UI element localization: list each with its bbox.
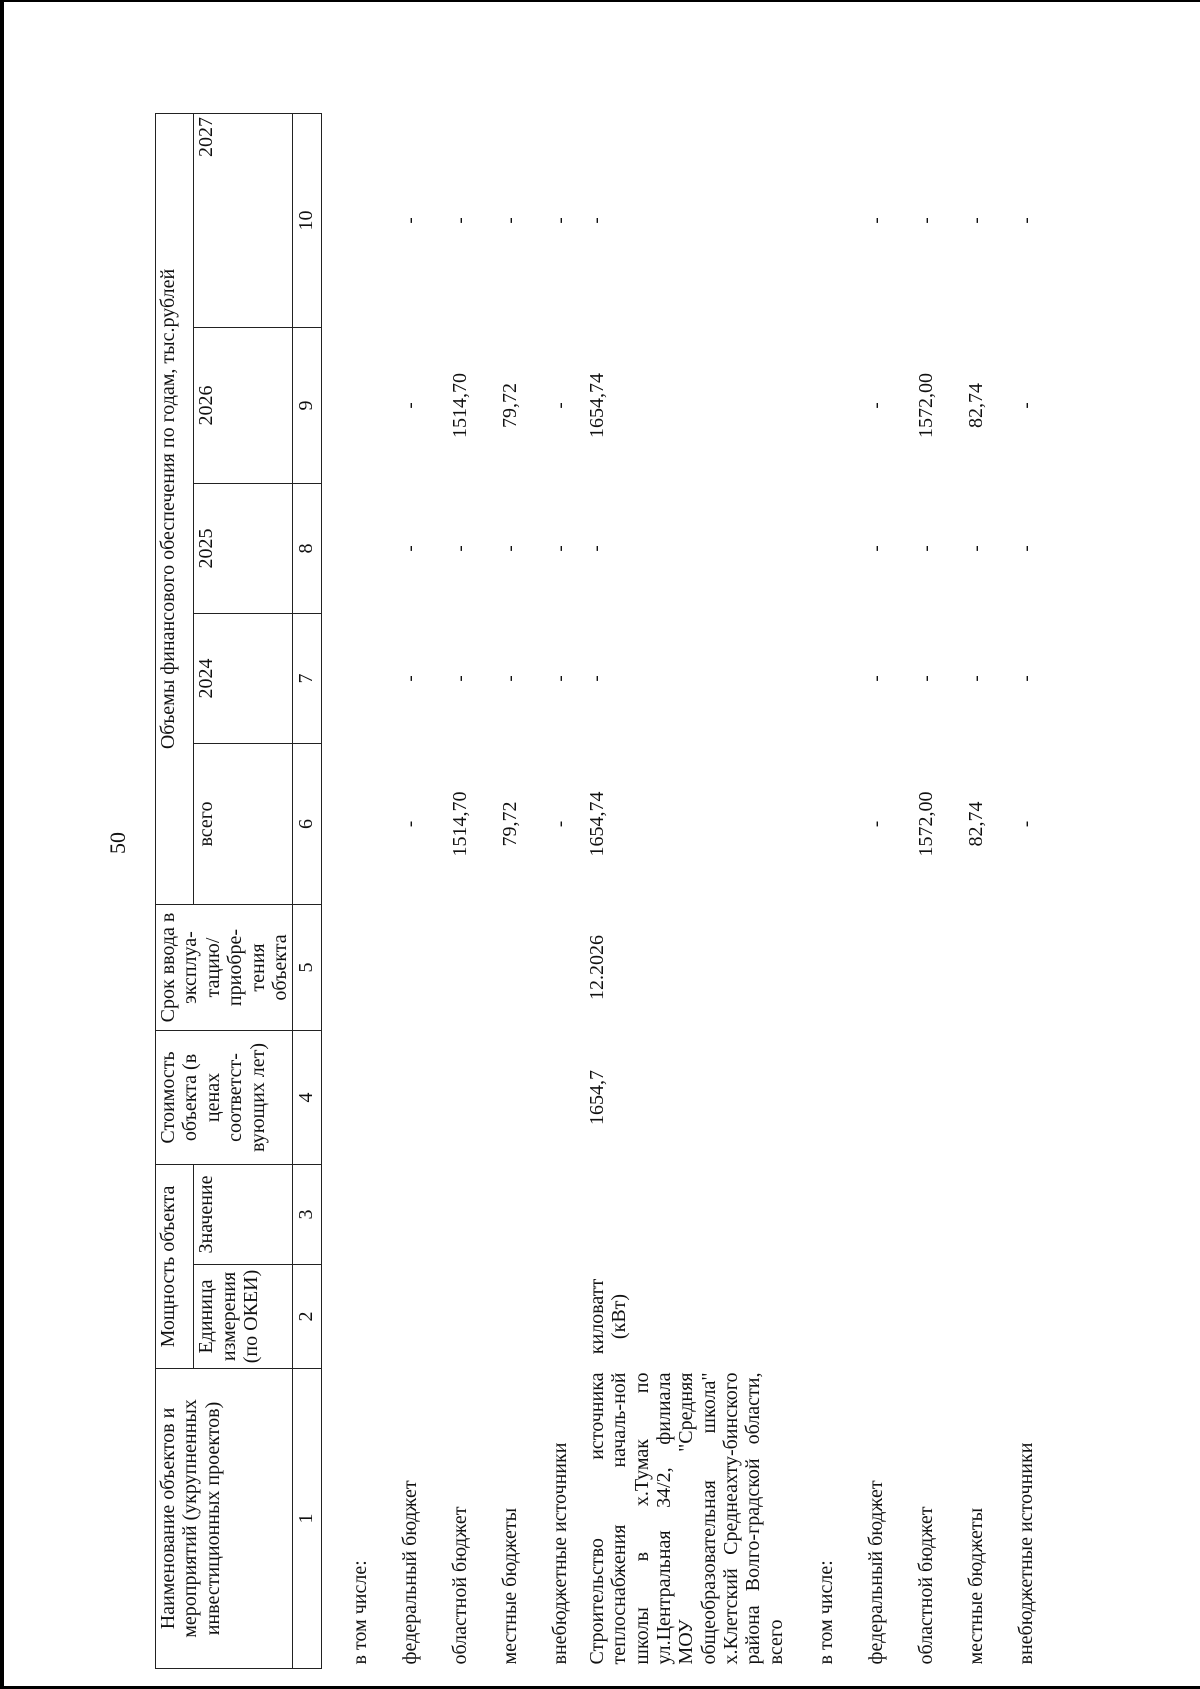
row-name: местные бюджеты <box>499 1507 522 1665</box>
cell-2027: - <box>965 217 987 224</box>
cell-total <box>787 744 837 905</box>
table-row <box>937 113 987 1668</box>
cell-total: 1654,74 <box>585 791 608 857</box>
cell-unit <box>937 1265 987 1369</box>
header-cost: Стоимость объекта (в ценах соответст-вующих лет) <box>156 1031 293 1165</box>
cell-total: 79,72 <box>499 801 522 847</box>
table-body <box>321 113 1037 1668</box>
cell-cost <box>422 1031 472 1165</box>
cell-term <box>472 905 522 1031</box>
cell-2024: - <box>865 675 887 682</box>
row-name: областной бюджет <box>914 1506 937 1665</box>
cell-2025: - <box>585 545 607 552</box>
cell-total: 1514,70 <box>449 791 472 857</box>
cell-term <box>837 905 887 1031</box>
cell-2024: - <box>400 675 422 682</box>
cell-term <box>422 905 472 1031</box>
cell-2024: - <box>550 675 572 682</box>
cell-2026: 82,74 <box>964 383 987 428</box>
cell-2025 <box>321 484 372 614</box>
cell-value <box>987 1165 1037 1265</box>
column-number: 1 <box>293 1369 321 1669</box>
cell-2024: - <box>585 675 607 682</box>
table-row <box>837 113 887 1668</box>
cell-2025: - <box>450 545 472 552</box>
cell-term <box>787 905 837 1031</box>
cell-value <box>937 1165 987 1265</box>
cell-unit <box>837 1265 887 1369</box>
rotated-page <box>155 14 1200 1669</box>
table-header <box>156 113 322 1668</box>
cell-2024: - <box>965 675 987 682</box>
cell-2027 <box>787 113 837 327</box>
header-funding: Объемы финансового обеспечения по годам, тыс.рублей <box>156 113 194 904</box>
cell-term: 12.2026 <box>585 935 608 1000</box>
cell-2027: - <box>400 217 422 224</box>
column-number: 8 <box>293 484 321 614</box>
cell-2025: - <box>400 545 422 552</box>
row-name: внебюджетные источники <box>1014 1442 1037 1665</box>
row-name: местные бюджеты <box>964 1507 987 1665</box>
cell-unit <box>321 1265 372 1369</box>
cell-total: - <box>550 820 572 828</box>
funding-table <box>155 113 1037 1669</box>
cell-total: - <box>400 820 422 828</box>
cell-2024: - <box>500 675 522 682</box>
cell-2025: - <box>865 545 887 552</box>
cell-2025: - <box>550 545 572 552</box>
header-total: всего <box>194 744 293 905</box>
cell-2027: - <box>450 217 472 224</box>
cell-unit <box>372 1265 422 1369</box>
cell-2026: - <box>865 402 887 409</box>
cell-cost <box>787 1031 837 1165</box>
table-row <box>422 113 472 1668</box>
cell-total <box>321 744 372 905</box>
cell-unit <box>522 1265 572 1369</box>
table-row <box>372 113 422 1668</box>
cell-2026: - <box>400 402 422 409</box>
cell-2026: 79,72 <box>499 383 522 428</box>
cell-2027: - <box>500 217 522 224</box>
cell-2024 <box>787 614 837 744</box>
cell-cost <box>522 1031 572 1165</box>
row-name: в том числе: <box>349 1560 372 1665</box>
cell-2027 <box>321 113 372 327</box>
column-number: 4 <box>293 1031 321 1165</box>
cell-term <box>887 905 937 1031</box>
cell-2027: - <box>550 217 572 224</box>
column-number: 9 <box>293 328 321 484</box>
cell-cost <box>837 1031 887 1165</box>
cell-2024: - <box>915 675 937 682</box>
cell-value <box>887 1165 937 1265</box>
cell-value <box>837 1165 887 1265</box>
page-number: 50 <box>105 832 130 854</box>
cell-2027: - <box>915 217 937 224</box>
cell-cost <box>937 1031 987 1165</box>
column-number: 7 <box>293 614 321 744</box>
cell-2024 <box>321 614 372 744</box>
row-name: областной бюджет <box>449 1506 472 1665</box>
cell-2027: - <box>1015 217 1037 224</box>
row-name-object <box>572 1369 788 1669</box>
cell-term <box>372 905 422 1031</box>
row-name: федеральный бюджет <box>864 1480 887 1665</box>
cell-cost <box>887 1031 937 1165</box>
row-name: федеральный бюджет <box>399 1480 422 1665</box>
column-number: 5 <box>293 905 321 1031</box>
cell-2026: 1654,74 <box>585 373 608 438</box>
cell-cost <box>472 1031 522 1165</box>
cell-value <box>472 1165 522 1265</box>
cell-value <box>372 1165 422 1265</box>
header-value: Значение <box>194 1165 293 1265</box>
header-2024: 2024 <box>194 614 293 744</box>
cell-term <box>937 905 987 1031</box>
cell-term <box>987 905 1037 1031</box>
header-2026: 2026 <box>194 328 293 484</box>
cell-cost <box>321 1031 372 1165</box>
table-row <box>522 113 572 1668</box>
cell-2025: - <box>965 545 987 552</box>
table-row <box>887 113 937 1668</box>
cell-total: 82,74 <box>964 801 987 847</box>
header-2025: 2025 <box>194 484 293 614</box>
cell-value <box>522 1165 572 1265</box>
cell-unit <box>887 1265 937 1369</box>
cell-2026 <box>321 328 372 484</box>
cell-2025: - <box>1015 545 1037 552</box>
cell-2026: - <box>1015 402 1037 409</box>
cell-2026: - <box>550 402 572 409</box>
table-row <box>321 113 372 1668</box>
cell-unit <box>987 1265 1037 1369</box>
cell-total: - <box>865 820 887 828</box>
object-name-text: Строительство источника теплоснабжения началь-ной школы в х.Тумак по ул.Центральная 34/2, филиала МОУ "Средняя общеобразовательная школа" х.Клетский Среднеахту-бинского района Волго-градской области, всего <box>585 1372 787 1665</box>
column-number: 10 <box>293 113 321 327</box>
cell-total: 1572,00 <box>914 791 937 857</box>
cell-unit <box>472 1265 522 1369</box>
table-row <box>572 113 788 1668</box>
cell-2027: - <box>865 217 887 224</box>
header-capacity: Мощность объекта <box>156 1165 194 1369</box>
header-name: Наименование объектов и мероприятий (укрупненных инвестиционных проектов) <box>156 1369 293 1669</box>
cell-term <box>522 905 572 1031</box>
cell-unit: киловатт (кВт) <box>585 1278 631 1355</box>
cell-2024: - <box>450 675 472 682</box>
table-row <box>472 113 522 1668</box>
cell-2025: - <box>915 545 937 552</box>
column-number: 2 <box>293 1265 321 1369</box>
cell-2026: 1572,00 <box>914 373 937 438</box>
header-2027: 2027 <box>194 113 293 327</box>
column-number-row <box>293 113 321 1668</box>
cell-value <box>321 1165 372 1265</box>
cell-2026 <box>787 328 837 484</box>
cell-total: - <box>1015 820 1037 828</box>
column-number: 6 <box>293 744 321 905</box>
cell-2027: - <box>585 217 607 224</box>
cell-cost <box>372 1031 422 1165</box>
cell-value <box>422 1165 472 1265</box>
cell-cost <box>987 1031 1037 1165</box>
column-number: 3 <box>293 1165 321 1265</box>
cell-cost: 1654,7 <box>585 1070 608 1125</box>
row-name: внебюджетные источники <box>549 1442 572 1665</box>
table-row <box>987 113 1037 1668</box>
cell-value <box>787 1165 837 1265</box>
cell-2024: - <box>1015 675 1037 682</box>
header-term: Срок ввода в эксплуа-тацию/ приобре-тения объекта <box>156 905 293 1031</box>
row-name: в том числе: <box>814 1560 837 1665</box>
header-unit: Единица измерения (по ОКЕИ) <box>194 1265 293 1369</box>
table-row <box>787 113 837 1668</box>
cell-2026: 1514,70 <box>449 373 472 438</box>
cell-2025: - <box>500 545 522 552</box>
cell-term <box>321 905 372 1031</box>
cell-unit <box>787 1265 837 1369</box>
cell-unit <box>422 1265 472 1369</box>
cell-value <box>572 1165 788 1265</box>
cell-2025 <box>787 484 837 614</box>
